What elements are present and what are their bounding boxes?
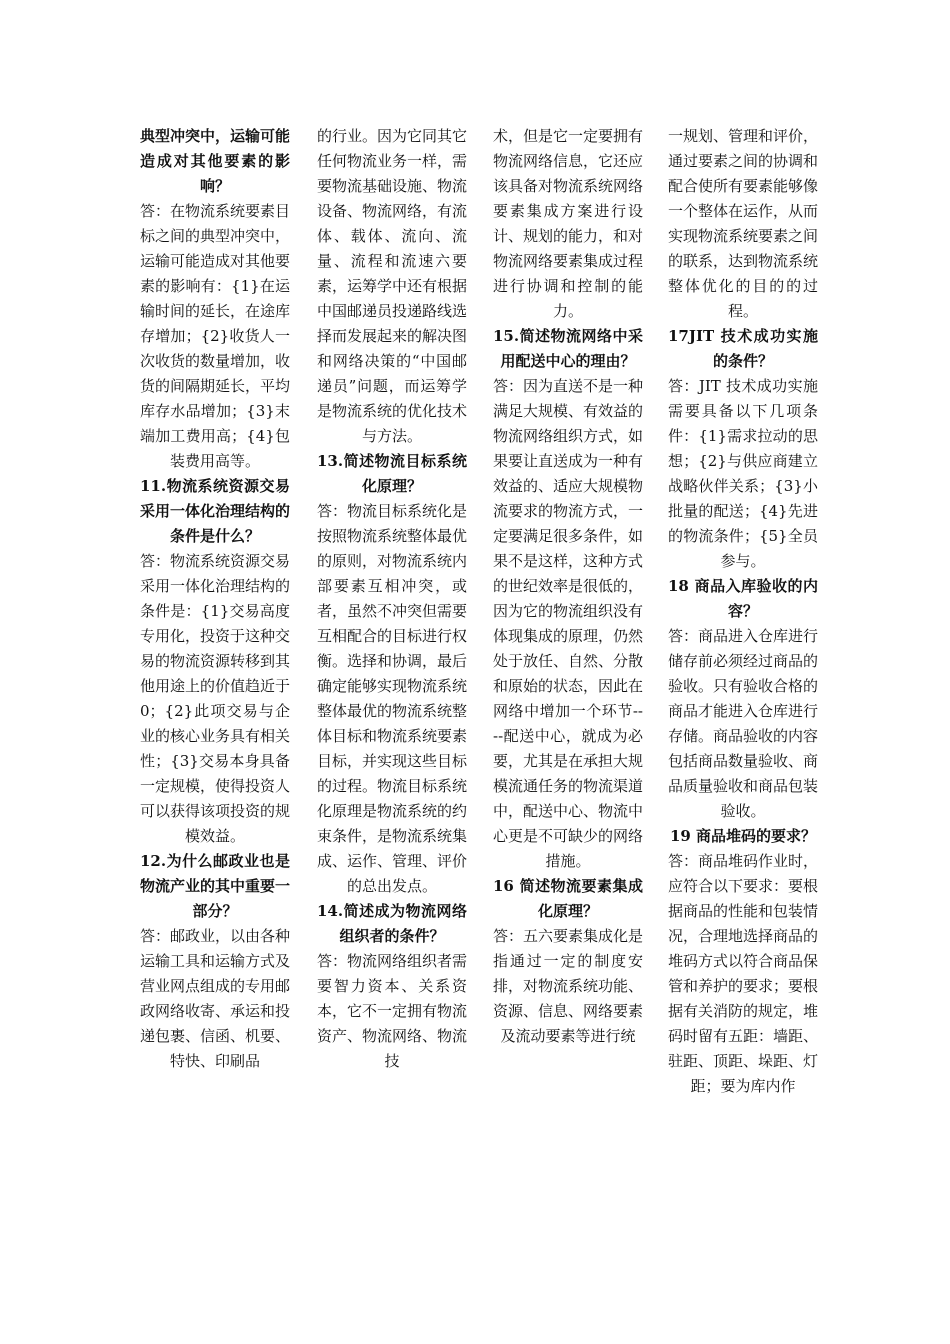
answer-paragraph: 的行业。因为它同其它任何物流业务一样，需要物流基础设施、物流设备、物流网络，有流体、载体、流向、流量、流程和流速六要素，运筹学中还有根据中国邮递员投递路线选择而发展起来的解决图和网络决策的“中国邮递员”问题，而运筹学是物流系统的优化技术与方法。 [317, 127, 468, 445]
answer-paragraph: 答：五六要素集成化是指通过一定的制度安排，对物流系统功能、资源、信息、网络要素及流动要素等进行统 [493, 927, 644, 1045]
answer-paragraph: 答：JIT 技术成功实施需要具备以下几项条件：{1}需求拉动的思想；{2}与供应商建立战略伙伴关系；{3}小批量的配送；{4}先进的物流条件；{5}全员参与。 [668, 377, 818, 570]
question-heading: 17JIT 技术成功实施的条件？ [668, 327, 818, 370]
question-heading: 11.物流系统资源交易采用一体化治理结构的条件是什么？ [140, 477, 291, 545]
question-heading: 15.简述物流网络中采用配送中心的理由？ [493, 327, 643, 370]
text-column-1 [140, 124, 290, 1074]
text-column-3 [493, 124, 643, 1049]
answer-paragraph: 答：物流目标系统化是按照物流系统整体最优的原则，对物流系统内部要素互相冲突，或者，虽然不冲突但需要互相配合的目标进行权衡。选择和协调，最后确定能够实现物流系统整体最优的物流系统整体目标和物流系统要素目标，并实现这些目标的过程。物流目标系统化原理是物流系统的约束条件，是物流系统集成、运作、管理、评价的总出发点。 [317, 502, 468, 895]
question-heading: 16 简述物流要素集成化原理？ [493, 877, 643, 920]
question-heading: 12.为什么邮政业也是物流产业的其中重要一部分？ [140, 852, 291, 920]
answer-paragraph: 答：邮政业，以由各种运输工具和运输方式及营业网点组成的专用邮政网络收寄、承运和投递包裹、信函、机要、特快、印刷品 [140, 927, 291, 1070]
question-heading: 13.简述物流目标系统化原理？ [317, 452, 467, 495]
question-heading: 19 商品堆码的要求？ [669, 827, 817, 845]
question-heading: 典型冲突中，运输可能造成对其他要素的影响？ [140, 127, 291, 195]
answer-paragraph: 答：商品进入仓库进行储存前必须经过商品的验收。只有验收合格的商品才能进入仓库进行存储。商品验收的内容包括商品数量验收、商品质量验收和商品包装验收。 [668, 627, 819, 820]
question-heading: 18 商品入库验收的内容？ [668, 577, 818, 620]
answer-paragraph: 答：因为直送不是一种满足大规模、有效益的物流网络组织方式，如果要让直送成为一种有效益的、适应大规模物流要求的物流方式，一定要满足很多条件，如果不是这样，这种方式的世纪效率是很低的，因为它的物流组织没有体现集成的原理，仍然处于放任、自然、分散和原始的状态，因此在网络中增加一个环节----配送中心，就成为必要，尤其是在承担大规模流通任务的物流渠道中，配送中心、物流中心更是不可缺少的网络措施。 [493, 377, 644, 870]
answer-paragraph: 答：物流系统资源交易采用一体化治理结构的条件是：{1}交易高度专用化，投资于这种交易的物流资源转移到其他用途上的价值趋近于0；{2}此项交易与企业的核心业务具有相关性；{3}交易本身具备一定规模，使得投资人可以获得该项投资的规模效益。 [140, 552, 291, 845]
question-heading: 14.简述成为物流网络组织者的条件？ [317, 902, 467, 945]
answer-paragraph: 答：在物流系统要素目标之间的典型冲突中，运输可能造成对其他要素的影响有：{1}在运输时间的延长，在途库存增加；{2}收货人一次收货的数量增加，收货的间隔期延长，平均库存水品增加；{3}末端加工费用高；{4}包装费用高等。 [140, 202, 291, 470]
answer-paragraph: 答：物流网络组织者需要智力资本、关系资本，它不一定拥有物流资产、物流网络、物流技 [317, 952, 468, 1070]
text-column-2 [317, 124, 467, 1074]
answer-paragraph: 答：商品堆码作业时，应符合以下要求：要根据商品的性能和包装情况，合理地选择商品的堆码方式以符合商品保管和养护的要求；要根据有关消防的规定，堆码时留有五距：墙距、驻距、顶距、垛距、灯距；要为库内作 [668, 852, 819, 1095]
answer-paragraph: 一规划、管理和评价，通过要素之间的协调和配合使所有要素能够像一个整体在运作，从而实现物流系统要素之间的联系，达到物流系统整体优化的目的的过程。 [668, 127, 819, 320]
answer-paragraph: 术，但是它一定要拥有物流网络信息，它还应该具备对物流系统网络要素集成方案进行设计、规划的能力，和对物流网络要素集成过程进行协调和控制的能力。 [493, 127, 644, 320]
text-column-4 [668, 124, 818, 1099]
